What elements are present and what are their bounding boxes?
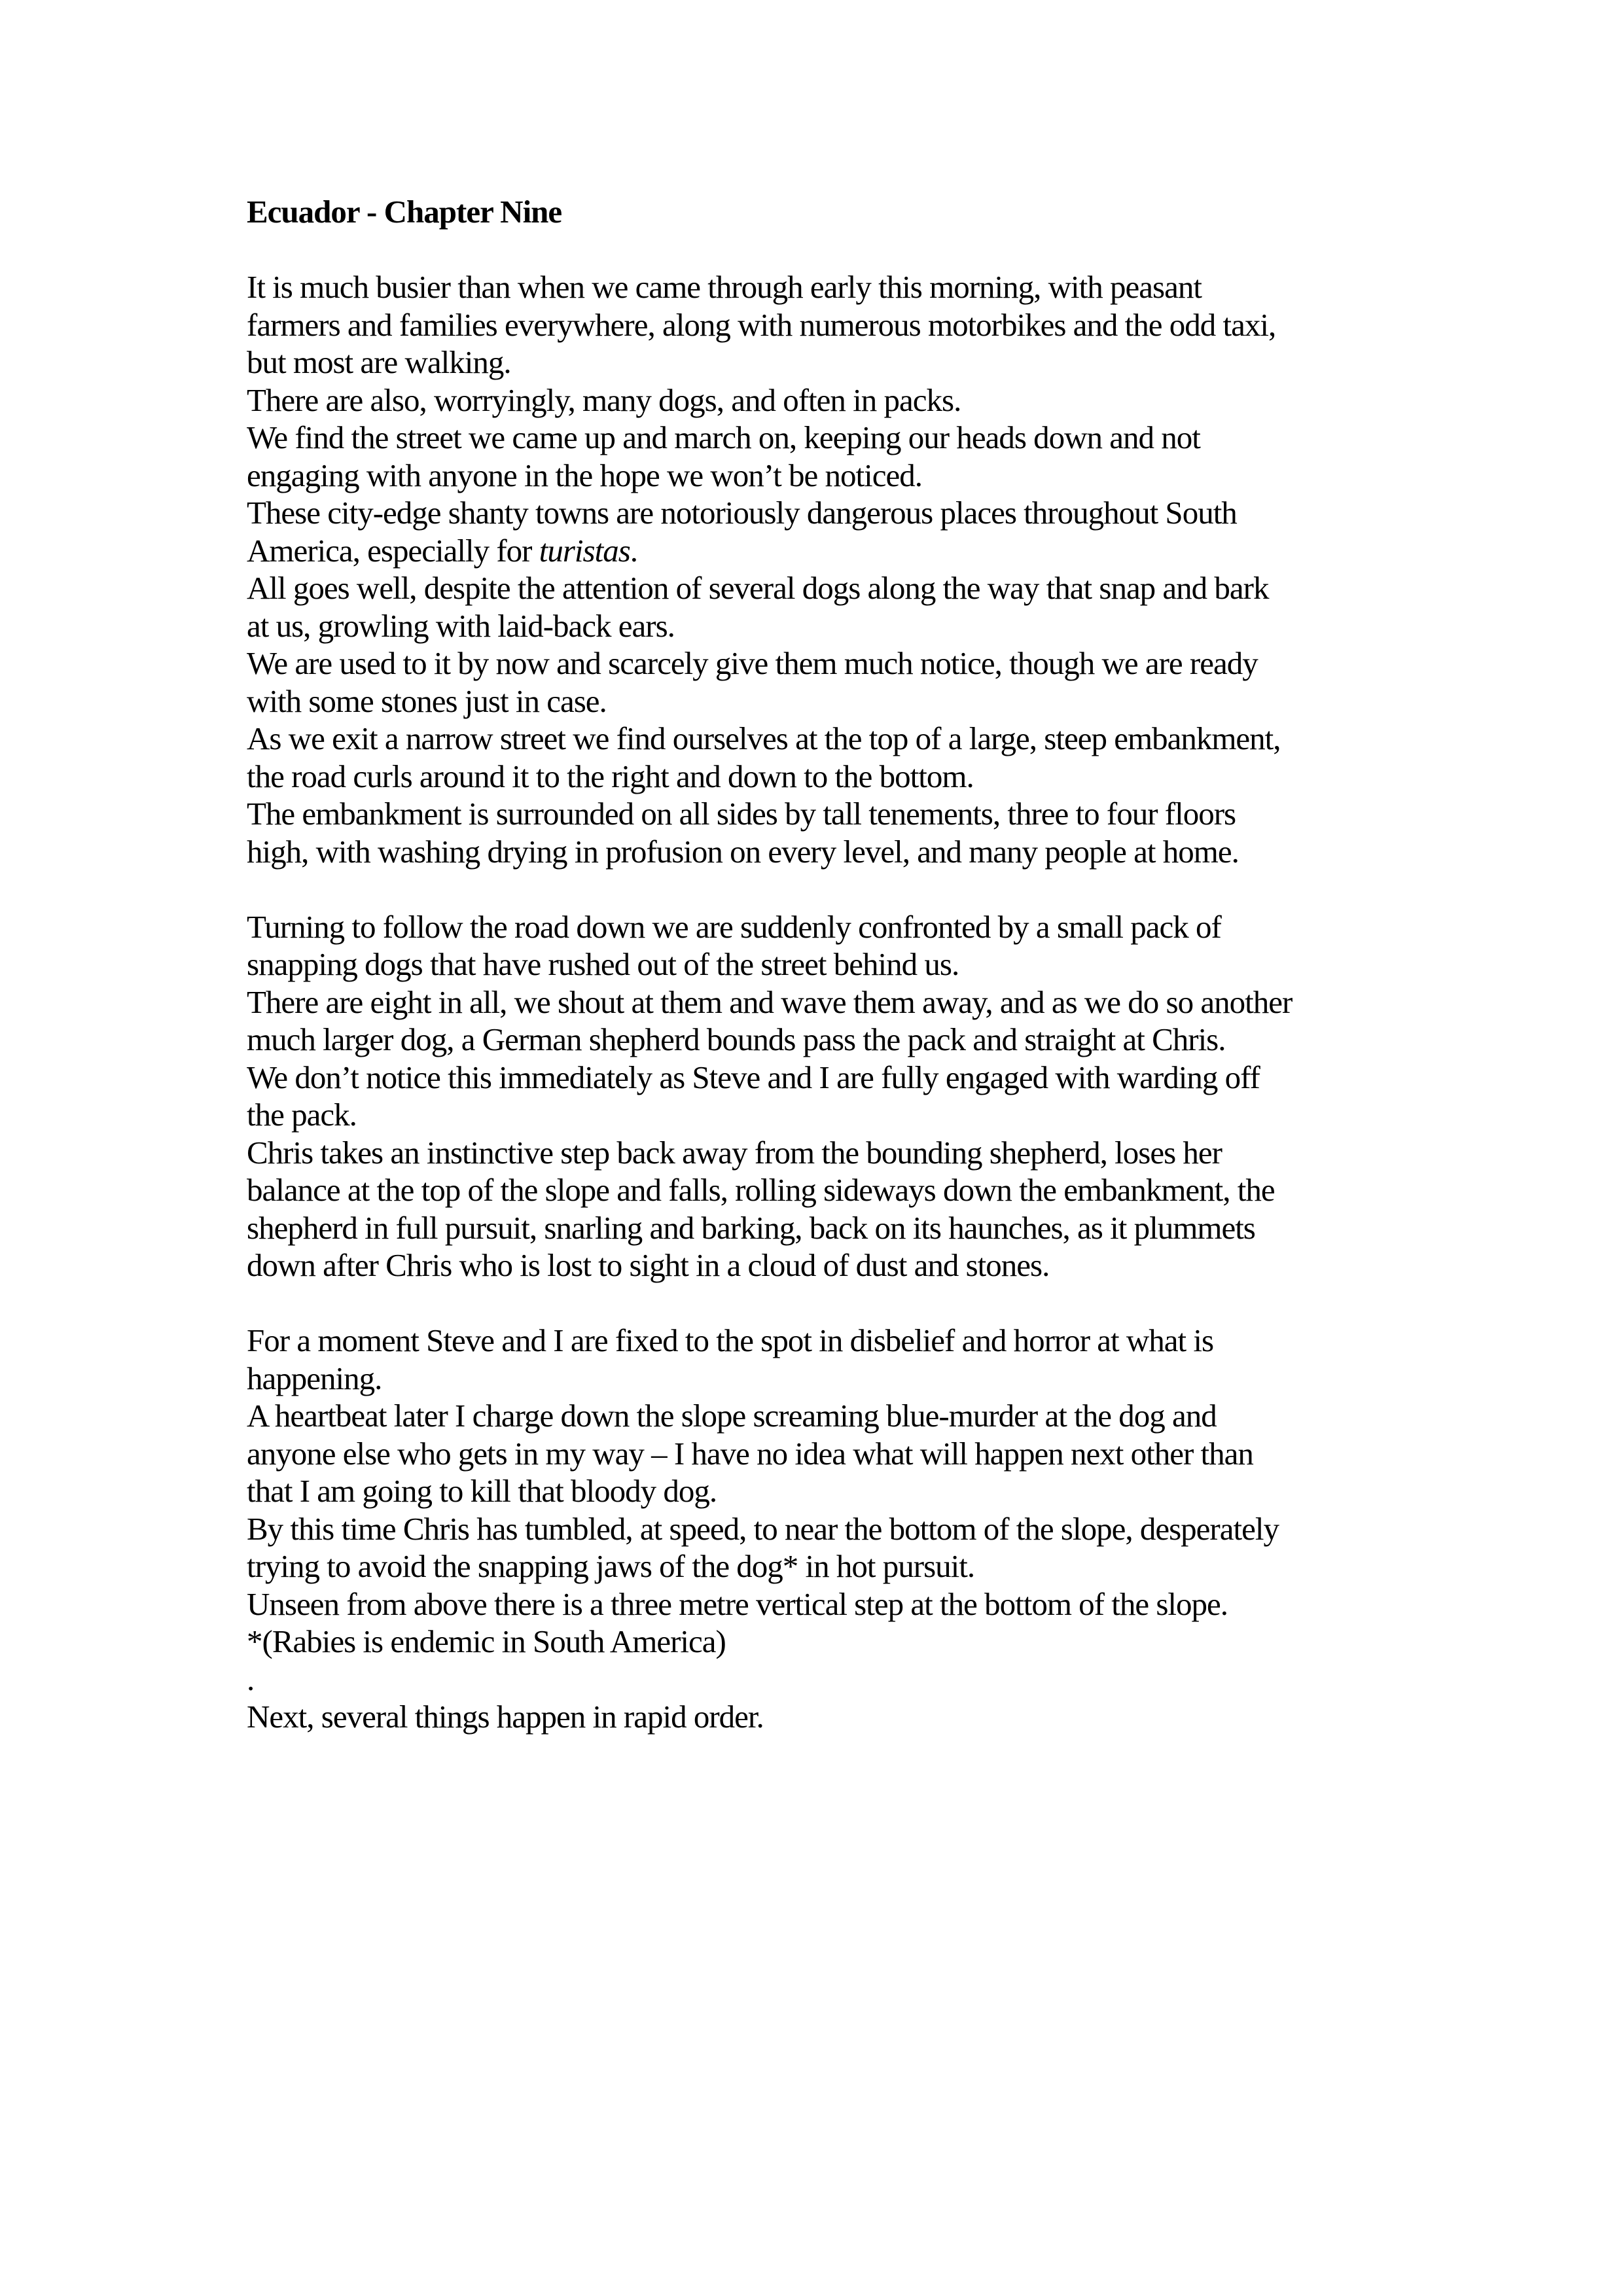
text-line bbox=[247, 1547, 1381, 1585]
text-span: engaging with anyone in the hope we won’t be noticed. bbox=[247, 457, 922, 493]
text-span: All goes well, despite the attention of several dogs along the way that snap and bark bbox=[247, 570, 1269, 606]
text-span: There are eight in all, we shout at them and wave them away, and as we do so another bbox=[247, 983, 1293, 1020]
text-span: Chris takes an instinctive step back away from the bounding shepherd, loses her bbox=[247, 1134, 1222, 1171]
text-span: the road curls around it to the right and down to the bottom. bbox=[247, 758, 974, 794]
text-span: Unseen from above there is a three metre vertical step at the bottom of the slope. bbox=[247, 1585, 1228, 1622]
text-span: snapping dogs that have rushed out of the street behind us. bbox=[247, 946, 959, 982]
text-line bbox=[247, 833, 1381, 871]
text-span: By this time Chris has tumbled, at speed, to near the bottom of the slope, desperately bbox=[247, 1510, 1279, 1547]
text-span: that I am going to kill that bloody dog. bbox=[247, 1473, 717, 1509]
text-span: happening. bbox=[247, 1360, 382, 1396]
text-line bbox=[247, 1096, 1381, 1134]
text-line bbox=[247, 532, 1381, 570]
text-span: much larger dog, a German shepherd bounds pass the pack and straight at Chris. bbox=[247, 1021, 1226, 1057]
text-span: balance at the top of the slope and falls, rolling sideways down the embankment, the bbox=[247, 1172, 1275, 1208]
text-span: A heartbeat later I charge down the slope screaming blue-murder at the dog and bbox=[247, 1398, 1217, 1434]
text-line bbox=[247, 1472, 1381, 1510]
text-line bbox=[247, 1360, 1381, 1398]
text-span: We find the street we came up and march on, keeping our heads down and not bbox=[247, 419, 1200, 455]
document-body bbox=[247, 268, 1381, 1736]
text-line bbox=[247, 1209, 1381, 1247]
text-line bbox=[247, 795, 1381, 833]
text-span: . bbox=[247, 1661, 255, 1697]
text-line bbox=[247, 1661, 1381, 1699]
text-span: America, especially for bbox=[247, 532, 539, 569]
text-line bbox=[247, 645, 1381, 682]
text-span: at us, growling with laid-back ears. bbox=[247, 607, 675, 644]
text-span: anyone else who gets in my way – I have no idea what will happen next other than bbox=[247, 1435, 1253, 1472]
text-line bbox=[247, 1623, 1381, 1661]
text-line bbox=[247, 945, 1381, 983]
text-line bbox=[247, 682, 1381, 720]
text-line bbox=[247, 720, 1381, 758]
text-line bbox=[247, 1059, 1381, 1097]
text-span: high, with washing drying in profusion on every level, and many people at home. bbox=[247, 833, 1239, 870]
text-line bbox=[247, 870, 1381, 908]
text-line bbox=[247, 758, 1381, 796]
text-line bbox=[247, 344, 1381, 381]
text-line bbox=[247, 1134, 1381, 1172]
text-span: These city-edge shanty towns are notoriously dangerous places throughout South bbox=[247, 495, 1237, 531]
text-span: . bbox=[630, 532, 638, 569]
text-span: farmers and families everywhere, along with numerous motorbikes and the odd taxi, bbox=[247, 306, 1276, 343]
text-line bbox=[247, 1171, 1381, 1209]
text-line bbox=[247, 607, 1381, 645]
text-span: the pack. bbox=[247, 1097, 357, 1133]
text-span: Next, several things happen in rapid order. bbox=[247, 1699, 764, 1735]
text-line bbox=[247, 1021, 1381, 1059]
text-span: There are also, worryingly, many dogs, and often in packs. bbox=[247, 381, 961, 418]
text-span: We are used to it by now and scarcely give them much notice, though we are ready bbox=[247, 645, 1258, 681]
text-line bbox=[247, 457, 1381, 495]
document-title: Ecuador - Chapter Nine bbox=[247, 194, 562, 230]
text-line bbox=[247, 1397, 1381, 1435]
text-line bbox=[247, 1284, 1381, 1322]
text-line bbox=[247, 1585, 1381, 1623]
text-line bbox=[247, 1698, 1381, 1736]
text-line bbox=[247, 1322, 1381, 1360]
text-line bbox=[247, 419, 1381, 457]
text-span: We don’t notice this immediately as Steve and I are fully engaged with warding off bbox=[247, 1059, 1260, 1095]
text-span: trying to avoid the snapping jaws of the dog* in hot pursuit. bbox=[247, 1548, 975, 1584]
italic-text-span: turistas bbox=[539, 532, 630, 569]
text-span: down after Chris who is lost to sight in a cloud of dust and stones. bbox=[247, 1247, 1050, 1283]
text-line bbox=[247, 983, 1381, 1021]
text-line bbox=[247, 381, 1381, 419]
text-span: but most are walking. bbox=[247, 344, 511, 380]
text-line bbox=[247, 306, 1381, 344]
text-line bbox=[247, 1435, 1381, 1473]
text-line bbox=[247, 1246, 1381, 1284]
text-line bbox=[247, 268, 1381, 306]
text-span: As we exit a narrow street we find ourselves at the top of a large, steep embankment, bbox=[247, 720, 1281, 756]
text-span: *(Rabies is endemic in South America) bbox=[247, 1623, 726, 1659]
text-line bbox=[247, 908, 1381, 946]
text-span: with some stones just in case. bbox=[247, 682, 607, 719]
text-line bbox=[247, 569, 1381, 607]
text-span: shepherd in full pursuit, snarling and barking, back on its haunches, as it plummets bbox=[247, 1209, 1255, 1246]
text-span: It is much busier than when we came through early this morning, with peasant bbox=[247, 269, 1202, 305]
text-span: Turning to follow the road down we are suddenly confronted by a small pack of bbox=[247, 908, 1221, 945]
text-span: The embankment is surrounded on all sides by tall tenements, three to four floors bbox=[247, 796, 1236, 832]
text-line bbox=[247, 494, 1381, 532]
text-span: For a moment Steve and I are fixed to the spot in disbelief and horror at what is bbox=[247, 1322, 1214, 1358]
text-line bbox=[247, 1510, 1381, 1548]
